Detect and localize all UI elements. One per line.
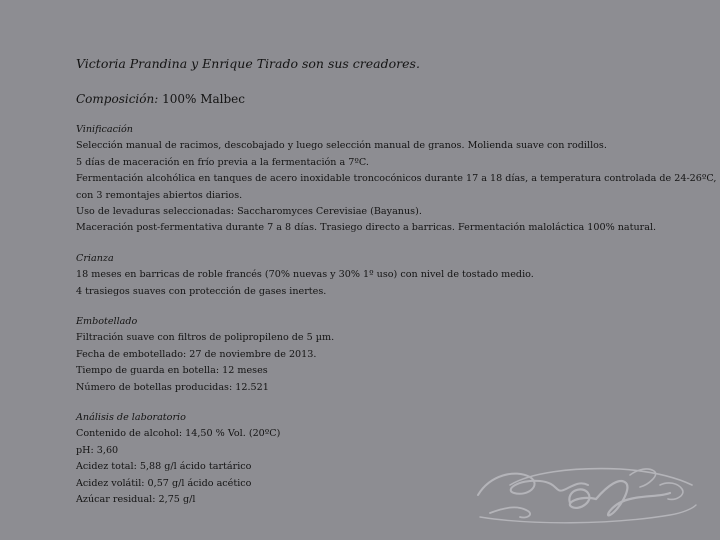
section-line: Uso de levaduras seleccionadas: Saccharomyces Cerevisiae (Bayanus). (76, 206, 422, 218)
section-line: pH: 3,60 (76, 444, 119, 456)
section-line: Número de botellas producidas: 12.521 (76, 381, 269, 393)
section-heading: Embotellado (76, 316, 138, 327)
creators-line: Victoria Prandina y Enrique Tirado son sus creadores. (76, 56, 420, 71)
section-line: 5 días de maceración en frío previa a la fermentación a 7ºC. (76, 156, 369, 168)
composition-label: Composición: (76, 92, 159, 106)
section-line: Tiempo de guarda en botella: 12 meses (76, 365, 268, 377)
section-line: Maceración post-fermentativa durante 7 a 8 días. Trasiego directo a barricas. Fermentación maloláctica 100% natural. (76, 222, 657, 234)
section-line: con 3 remontajes abiertos diarios. (76, 189, 243, 201)
section-heading: Vinificación (76, 124, 133, 135)
section-line: Contenido de alcohol: 14,50 % Vol. (20ºC) (76, 428, 281, 440)
section-heading: Crianza (76, 253, 114, 264)
section-crianza (76, 251, 676, 300)
composition-line (76, 92, 245, 106)
signature-icon (470, 455, 700, 530)
section-embotellado (76, 314, 676, 396)
section-line: Fermentación alcohólica en tanques de acero inoxidable troncocónicos durante 17 a 18 días, a temperatura controlada de 24-26ºC, (76, 173, 717, 185)
section-line: Filtración suave con filtros de polipropileno de 5 µm. (76, 332, 335, 344)
section-vinificacion (76, 122, 717, 237)
composition-value: 100% Malbec (162, 92, 245, 106)
section-line: Acidez volátil: 0,57 g/l ácido acético (76, 477, 252, 489)
section-line: Fecha de embotellado: 27 de noviembre de 2013. (76, 348, 317, 360)
section-line: 18 meses en barricas de roble francés (70% nuevas y 30% 1º uso) con nivel de tostado medio. (76, 269, 534, 281)
section-line: 4 trasiegos suaves con protección de gases inertes. (76, 285, 327, 297)
section-line: Azúcar residual: 2,75 g/l (76, 494, 196, 506)
section-heading: Análisis de laboratorio (76, 412, 186, 423)
section-line: Selección manual de racimos, descobajado y luego selección manual de granos. Molienda suave con rodillos. (76, 140, 607, 152)
section-line: Acidez total: 5,88 g/l ácido tartárico (76, 461, 252, 473)
